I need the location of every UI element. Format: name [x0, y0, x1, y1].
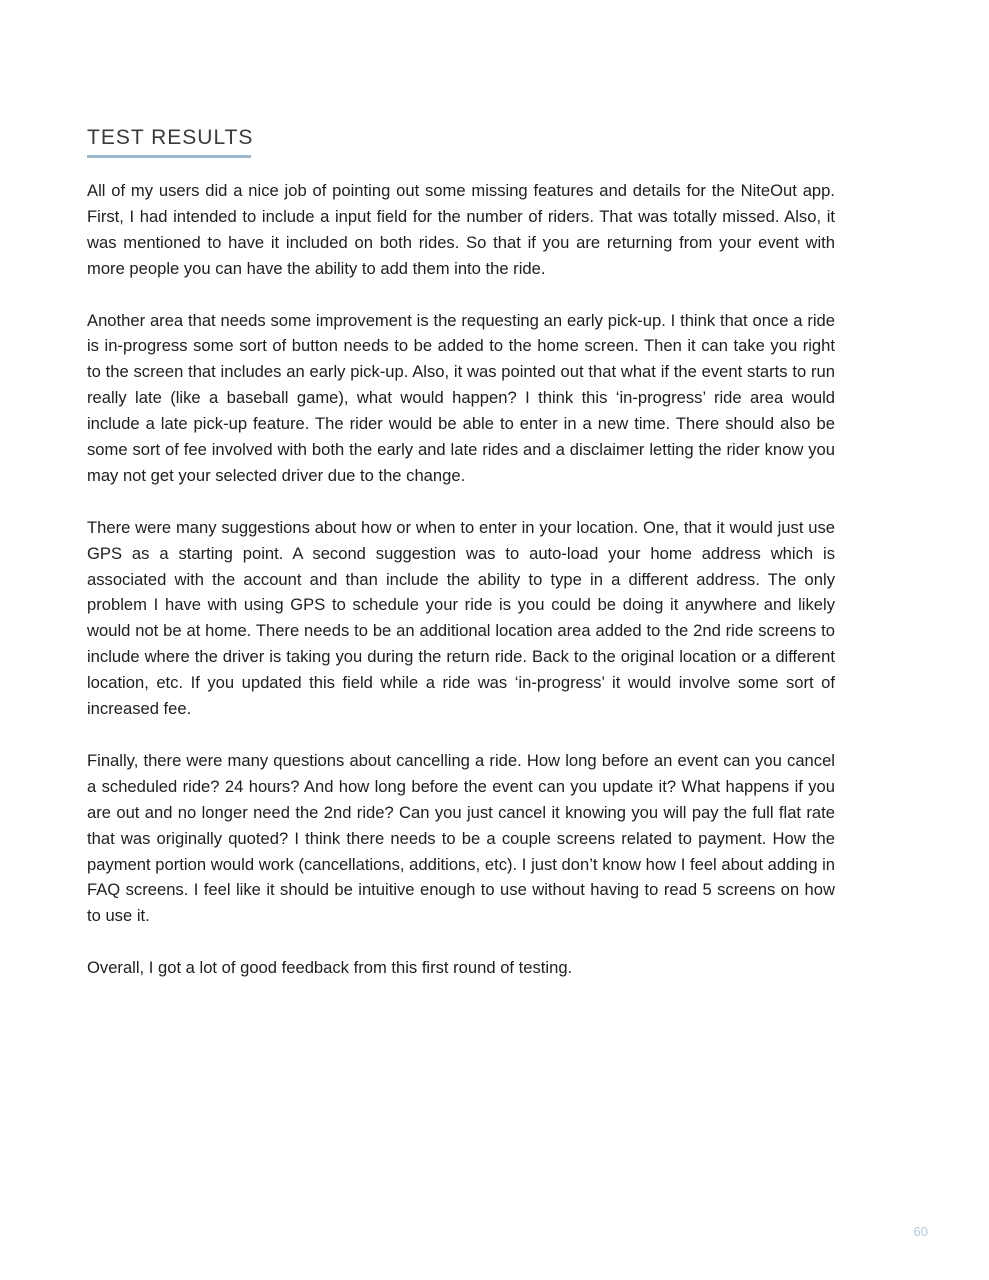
paragraph-5: Overall, I got a lot of good feedback from this first round of testing.: [87, 958, 573, 978]
section-title: TEST RESULTS: [87, 126, 254, 149]
paragraph-1: All of my users did a nice job of pointing out some missing features and details for the NiteOut app. First, I had intended to include a input field for the number of riders. That was totally missed. Also, it was mentioned to have it included on both rides. So that if you are returning from your event with more people you can have the ability to add them into the ride.: [87, 181, 835, 278]
title-underline: [87, 155, 251, 158]
paragraph-4: Finally, there were many questions about cancelling a ride. How long before an event can you cancel a scheduled ride? 24 hours? And how long before the event can you update it? What happens if you are out and no longer need the 2nd ride? Can you just cancel it knowing you will pay the full flat rate that was originally quoted? I think there needs to be a couple screens related to payment. How the payment portion would work (cancellations, additions, etc). I just don’t know how I feel about adding in FAQ screens. I feel like it should be intuitive enough to use without having to read 5 screens on how to use it.: [87, 750, 835, 926]
body-text: [87, 178, 835, 1007]
page-number: 60: [913, 1224, 928, 1239]
paragraph-3: There were many suggestions about how or when to enter in your location. One, that it would just use GPS as a starting point. A second suggestion was to auto-load your home address which is associated with the account and than include the ability to type in a different address. The only problem I have with using GPS to schedule your ride is you could be doing it anywhere and likely would not be at home. There needs to be an additional location area added to the 2nd ride screens to include where the driver is taking you during the return ride. Back to the original location or a different location, etc. If you updated this field while a ride was ‘in-progress’ it would involve some sort of increased fee.: [87, 517, 835, 719]
paragraph-2: Another area that needs some improvement is the requesting an early pick-up. I think that once a ride is in-progress some sort of button needs to be added to the home screen. Then it can take you right to the screen that includes an early pick-up. Also, it was pointed out that what if the event starts to run really late (like a baseball game), what would happen? I think this ‘in-progress’ ride area would include a late pick-up feature. The rider would be able to enter in a new time. There should also be some sort of fee involved with both the early and late rides and a disclaimer letting the rider know you may not get your selected driver due to the change.: [87, 310, 835, 485]
